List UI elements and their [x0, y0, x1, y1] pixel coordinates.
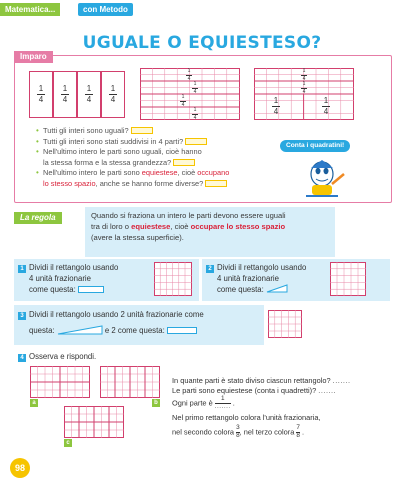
exercise-number: 3 [18, 312, 26, 320]
question-color-2: nel secondo colora $\frac{3}{8}$, nel terzo colora $\frac{7}{8}$ . [172, 424, 305, 440]
fraction-label: 1 4 [181, 94, 185, 108]
answer-blank[interactable] [205, 180, 227, 187]
fraction-label: 1 4 [86, 84, 92, 104]
question-item: • Tutti gli interi sono uguali? [36, 126, 276, 137]
fraction-label: 1 4 [323, 96, 329, 116]
exercise-4-title: 4 Osserva e rispondi. [18, 351, 96, 362]
exercise-number: 1 [18, 265, 26, 273]
rule-box [85, 207, 335, 257]
speech-bubble: Conta i quadratini! [280, 140, 350, 152]
question-item: • Nell'ultimo intero le parti sono equiestese, cioè occupano lo stesso spazio, anche se hanno forme diverse? [36, 168, 276, 189]
fraction-label: 1 4 [302, 81, 306, 95]
rectangle-b[interactable] [100, 366, 160, 398]
page-number: 98 [10, 458, 30, 478]
exercise-number: 4 [18, 354, 26, 362]
exercise-3-text: 3 Dividi il rettangolo usando 2 unità frazionarie come questa: e 2 come questa: [18, 309, 204, 336]
question-equiextended: Le parti sono equiestese (conta i quadretti)? ....... [172, 386, 337, 395]
label-b: b [152, 399, 160, 407]
fraction: $\frac{7}{8}$ [296, 424, 300, 440]
subject-tag: Matematica... [0, 3, 60, 16]
rule-line: Quando si fraziona un intero le parti devono essere uguali [91, 211, 286, 220]
answer-blank[interactable] [173, 159, 195, 166]
exercise-3-grid[interactable] [268, 310, 302, 338]
rule-line: tra di loro o equiestese, cioè occupare lo stesso spazio [91, 222, 286, 231]
rectangle-a[interactable] [30, 366, 90, 398]
fraction-label: 1 4 [38, 84, 44, 104]
question-parts: In quante parti è stato diviso ciascun rettangolo? ....... [172, 376, 351, 385]
imparo-questions [36, 126, 276, 189]
mascot-icon [296, 152, 350, 202]
fraction-label: 1 4 [187, 68, 191, 82]
fraction-label: 1 4 [193, 81, 197, 95]
exercise-2-text: 2 Dividi il rettangolo usando 4 unità frazionarie come questa: [206, 262, 306, 295]
answer-blank[interactable] [185, 138, 207, 145]
rule-label: La regola [14, 212, 62, 224]
question-item: • Nell'ultimo intero le parti sono uguali, cioè hanno la stessa forma e la stessa grandezza? [36, 147, 276, 168]
label-c: c [64, 439, 72, 447]
fraction-label: 1 4 [302, 68, 306, 82]
page-title: UGUALE O EQUIESTESO? [82, 33, 322, 53]
rule-line: (avere la stessa superficie). [91, 233, 184, 242]
fraction-label: 1 4 [62, 84, 68, 104]
label-a: a [30, 399, 38, 407]
answer-blank[interactable] [131, 127, 153, 134]
sample-triangle [57, 325, 103, 335]
sample-unit-rect [167, 327, 197, 334]
question-each-part: Ogni parte è 1 ....... . [172, 395, 235, 411]
question-color-1: Nel primo rettangolo colora l'unità frazionaria, [172, 413, 321, 422]
imparo-label: Imparo [14, 51, 53, 63]
exercise-1-text: 1 Dividi il rettangolo usando 4 unità frazionarie come questa: [18, 262, 118, 295]
fraction: $\frac{3}{8}$ [236, 424, 240, 440]
fraction: 1 ....... [214, 395, 231, 411]
fraction-label: 1 4 [273, 96, 279, 116]
sample-unit-rect [78, 286, 104, 293]
fraction-label: 1 4 [193, 107, 197, 121]
sample-triangle [266, 284, 288, 293]
method-tag: con Metodo [78, 3, 133, 16]
exercise-number: 2 [206, 265, 214, 273]
question-item: • Tutti gli interi sono stati suddivisi in 4 parti? [36, 137, 276, 148]
header-band [0, 0, 404, 20]
exercise-1-grid[interactable] [154, 262, 192, 296]
fraction-label: 1 4 [110, 84, 116, 104]
rectangle-c[interactable] [64, 406, 124, 438]
exercise-2-grid[interactable] [330, 262, 366, 296]
